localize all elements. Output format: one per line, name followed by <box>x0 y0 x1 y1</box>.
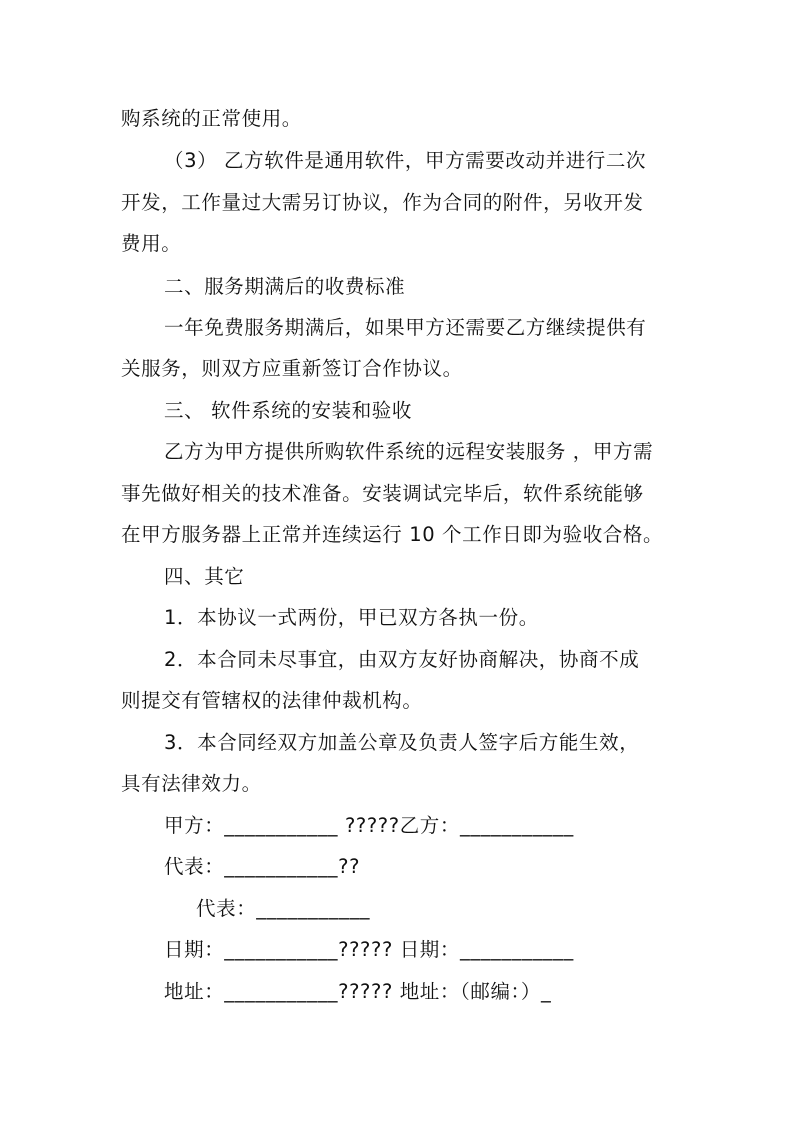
paragraph-line: （3） 乙方软件是通用软件，甲方需要改动并进行二次 <box>164 149 647 172</box>
signature-party-line: 甲方：___________ ?????乙方：___________ <box>164 814 574 837</box>
signature-address-line: 地址：___________????? 地址：（邮编：）_ <box>164 980 552 1003</box>
paragraph-line: 具有法律效力。 <box>121 772 262 795</box>
paragraph-line: 购系统的正常使用。 <box>121 107 302 130</box>
signature-representative-b: 代表：___________ <box>196 897 371 920</box>
paragraph-line: 费用。 <box>121 232 182 255</box>
list-item: 2．本合同未尽事宜，由双方友好协商解决，协商不成 <box>164 648 640 671</box>
paragraph-line: 一年免费服务期满后，如果甲方还需要乙方继续提供有 <box>164 316 647 339</box>
paragraph-line: 事先做好相关的技术准备。安装调试完毕后，软件系统能够 <box>121 482 644 505</box>
paragraph-line: 乙方为甲方提供所购软件系统的远程安装服务 ，甲方需 <box>164 440 654 463</box>
section-heading: 三、 软件系统的安装和验收 <box>164 399 412 422</box>
paragraph-line: 开发，工作量过大需另订协议，作为合同的附件，另收开发 <box>121 191 644 214</box>
signature-representative-a: 代表：___________?? <box>164 855 361 878</box>
paragraph-line: 关服务，则双方应重新签订合作协议。 <box>121 357 463 380</box>
section-heading: 二、服务期满后的收费标准 <box>164 275 406 298</box>
signature-date-line: 日期：___________????? 日期：___________ <box>164 938 574 961</box>
list-item: 3．本合同经双方加盖公章及负责人签字后方能生效， <box>164 731 640 754</box>
paragraph-line: 则提交有管辖权的法律仲裁机构。 <box>121 689 423 712</box>
list-item: 1．本协议一式两份，甲已双方各执一份。 <box>164 606 539 629</box>
paragraph-line: 在甲方服务器上正常并连续运行 10 个工作日即为验收合格。 <box>121 523 664 546</box>
section-heading: 四、其它 <box>164 565 245 588</box>
